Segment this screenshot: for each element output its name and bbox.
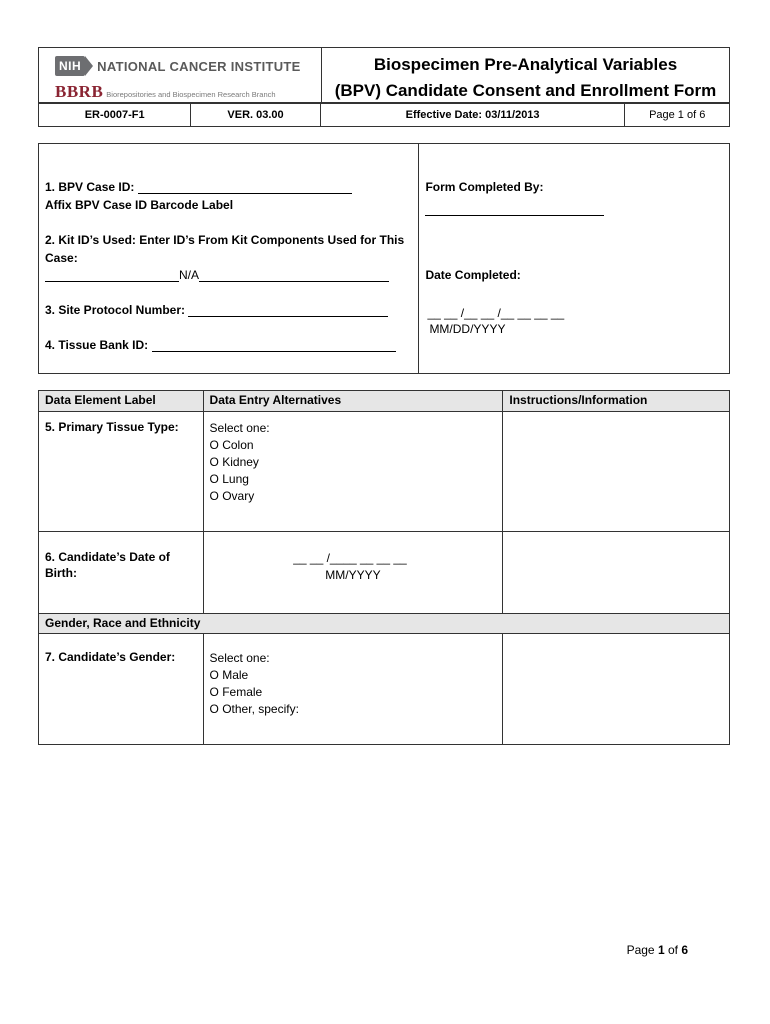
completed-by-label: Form Completed By: [425, 180, 544, 194]
date-completed-field[interactable]: __ __ /__ __ /__ __ __ __ [427, 306, 565, 320]
dob-blank[interactable]: __ __ /____ __ __ __ [293, 551, 407, 565]
dob-label: 6. Candidate’s Date of Birth: [39, 532, 204, 614]
dob-format: MM/YYYY [325, 568, 381, 582]
tissue-prompt: Select one: [209, 421, 270, 435]
gender-instructions [503, 634, 730, 745]
branch-abbr: BBRB [55, 82, 104, 102]
site-protocol-field[interactable]: 3. Site Protocol Number: [45, 303, 388, 317]
radio-icon: O [209, 489, 219, 503]
completed-by-field[interactable] [425, 202, 604, 216]
section-row [39, 614, 730, 634]
org-name: NATIONAL CANCER INSTITUTE [97, 58, 301, 74]
case-info-box [38, 143, 730, 374]
kit-ids-value: N/A [179, 268, 200, 282]
footer-page-total: 6 [681, 943, 688, 957]
radio-icon: O [209, 702, 219, 716]
radio-icon: O [209, 472, 219, 486]
data-entry-table [38, 390, 730, 745]
dob-instructions [503, 532, 730, 614]
case-info-right [419, 144, 730, 374]
nci-logo [39, 48, 321, 76]
site-protocol-line[interactable] [188, 316, 388, 317]
logo-cell [39, 48, 322, 103]
option-ovary[interactable]: O Ovary [209, 489, 255, 503]
kit-ids-field[interactable] [45, 268, 389, 282]
page-footer: Page 1 of 6 [626, 943, 688, 957]
kit-ids-label-a: 2. Kit ID’s Used: Enter ID’s From Kit Components Used for This [45, 233, 405, 247]
barcode-label-note: Affix BPV Case ID Barcode Label [45, 198, 234, 212]
gender-options [203, 634, 503, 745]
section-title: Gender, Race and Ethnicity [39, 614, 730, 634]
header-meta-row [38, 103, 730, 127]
kit-ids-label-b: Case: [45, 251, 78, 265]
option-female[interactable]: O Female [209, 685, 263, 699]
tissue-bank-line[interactable] [152, 351, 396, 352]
nih-arrow-icon [85, 56, 93, 76]
nih-badge: NIH [55, 56, 85, 76]
option-kidney[interactable]: O Kidney [209, 455, 259, 469]
tissue-bank-field[interactable]: 4. Tissue Bank ID: [45, 338, 396, 352]
form-title-line1: Biospecimen Pre-Analytical Variables [373, 55, 678, 74]
option-lung[interactable]: O Lung [209, 472, 249, 486]
table-row [39, 412, 730, 532]
bpv-case-id-line[interactable] [138, 193, 352, 194]
form-title-line2: (BPV) Candidate Consent and Enrollment Form [334, 81, 717, 100]
form-id-cell: ER-0007-F1 [39, 104, 191, 127]
radio-icon: O [209, 668, 219, 682]
bpv-case-id-field[interactable]: 1. BPV Case ID: [45, 180, 352, 194]
tissue-type-options [203, 412, 503, 532]
page-cell: Page 1 of 6 [625, 104, 730, 127]
date-completed-label: Date Completed: [425, 268, 521, 282]
radio-icon: O [209, 685, 219, 699]
col-header-label: Data Element Label [39, 391, 204, 412]
version-cell: VER. 03.00 [191, 104, 320, 127]
footer-page-number: 1 [657, 943, 665, 957]
table-row [39, 532, 730, 614]
case-info-left [39, 144, 419, 374]
col-header-alternatives: Data Entry Alternatives [203, 391, 503, 412]
tissue-type-label: 5. Primary Tissue Type: [39, 412, 204, 532]
gender-prompt: Select one: [209, 651, 270, 665]
branch-name: Biorepositories and Biospecimen Research Branch [106, 90, 276, 100]
form-header [38, 47, 730, 103]
tissue-instructions [503, 412, 730, 532]
col-header-instructions: Instructions/Information [503, 391, 730, 412]
effective-date-cell: Effective Date: 03/11/2013 [320, 104, 625, 127]
option-colon[interactable]: O Colon [209, 438, 254, 452]
title-cell [322, 48, 730, 103]
gender-label: 7. Candidate’s Gender: [39, 634, 204, 745]
option-other[interactable]: O Other, specify: [209, 702, 299, 716]
bbrb-logo [39, 76, 321, 102]
radio-icon: O [209, 455, 219, 469]
table-header-row [39, 391, 730, 412]
option-male[interactable]: O Male [209, 668, 249, 682]
dob-entry[interactable] [203, 532, 503, 614]
table-row [39, 634, 730, 745]
date-completed-format: MM/DD/YYYY [429, 322, 506, 336]
radio-icon: O [209, 438, 219, 452]
